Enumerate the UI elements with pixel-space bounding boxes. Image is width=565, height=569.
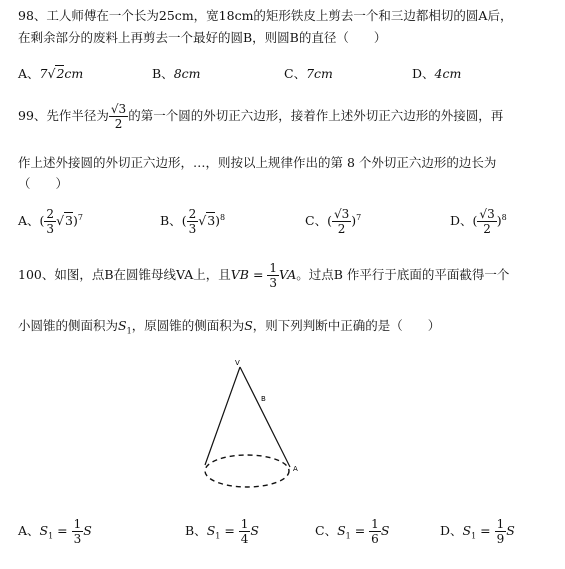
q100-s1: S — [118, 318, 127, 333]
q100-s1-sub: 1 — [126, 326, 132, 336]
option-letter: A、 — [18, 213, 40, 228]
q100-fraction — [267, 262, 279, 289]
fraction-numerator: 1 — [240, 517, 249, 531]
q98-option-d[interactable] — [412, 64, 461, 82]
fraction-denominator: 3 — [188, 222, 197, 236]
fraction-denominator: 4 — [240, 532, 249, 546]
option-letter: B、 — [185, 523, 207, 538]
q100-option-b[interactable]: B、$S_1$ = $\frac{1}{4}$ S — [185, 517, 259, 546]
q100-line-1 — [18, 262, 509, 289]
option-exponent: 8 — [501, 212, 507, 222]
option-exponent: 8 — [220, 212, 226, 222]
fraction-numerator: 2 — [188, 207, 197, 221]
option-coef: 7 — [39, 66, 48, 81]
q99-pre: 99、先作半径为 — [18, 108, 109, 123]
q99-radius-fraction — [109, 103, 128, 130]
q100-lhs: VB — [230, 267, 249, 282]
fraction-numerator: √3 — [333, 207, 350, 221]
fraction-denominator: 2 — [483, 222, 491, 236]
cone-right-edge — [240, 367, 290, 467]
option-letter: B、 — [160, 213, 182, 228]
apex-label-v: V — [235, 359, 240, 367]
fraction-denominator: 2 — [114, 117, 123, 131]
q98-line-1: 98、工人师傅在一个长为25cm，宽18cm的矩形铁皮上剪去一个和三边都相切的圆A后， — [18, 8, 513, 23]
option-letter: B、 — [152, 66, 174, 81]
point-label-a: A — [293, 465, 298, 473]
option-radicand: 2 — [56, 66, 65, 81]
option-value: 7cm — [306, 66, 333, 81]
q99-option-b[interactable]: B、( $\frac{2}{3}$ √3)$^8$ — [160, 207, 226, 236]
q99-option-a[interactable]: A、( $\frac{2}{3}$ √3)$^7$ — [18, 207, 83, 236]
point-label-b: B — [261, 395, 266, 403]
option-value: 8cm — [173, 66, 201, 81]
fraction-numerator: 1 — [269, 261, 278, 275]
fraction-numerator: √3 — [479, 207, 495, 221]
option-fraction — [495, 518, 507, 545]
q99-line-1 — [18, 103, 503, 130]
q98-option-c[interactable] — [284, 64, 333, 82]
q100-rhs: VA — [279, 267, 297, 282]
q98-option-b[interactable] — [152, 64, 201, 82]
fraction-denominator: 9 — [496, 532, 505, 546]
option-letter: D、 — [412, 66, 435, 81]
q99-option-c[interactable]: C、( $\frac{√3}{2}$ )$^7$ — [305, 207, 362, 236]
option-letter: D、 — [450, 213, 473, 228]
q100-option-a[interactable]: A、$S_1$ = $\frac{1}{3}$ S — [18, 517, 92, 546]
option-letter: D、 — [440, 523, 463, 538]
q100-pre: 100、如图，点B在圆锥母线VA上，且 — [18, 267, 231, 282]
q99-line-2: 作上述外接圆的外切正六边形，…，则按以上规律作出的第 8 个外切正六边形的边长为 — [18, 155, 497, 170]
option-fraction — [187, 208, 199, 235]
q99-line-3: （ ） — [18, 176, 69, 191]
option-fraction — [72, 518, 84, 545]
cone-figure — [195, 355, 315, 495]
option-value: 4cm — [434, 66, 462, 81]
fraction-denominator: 2 — [337, 222, 346, 236]
option-exponent: 7 — [77, 212, 83, 222]
fraction-numerator: 1 — [496, 517, 505, 531]
option-letter: C、 — [305, 213, 328, 228]
option-fraction — [369, 518, 381, 545]
option-radicand: 3 — [207, 213, 216, 228]
q98-line-2: 在剩余部分的废料上再剪去一个最好的圆B，则圆B的直径（ ） — [18, 30, 387, 45]
option-letter: C、 — [315, 523, 338, 538]
option-letter: A、 — [18, 66, 40, 81]
option-exponent: 7 — [356, 212, 362, 222]
fraction-numerator: 2 — [46, 207, 55, 221]
fraction-numerator: 1 — [73, 517, 82, 531]
option-fraction — [44, 208, 56, 235]
q100-line2-b: ，原圆锥的侧面积为 — [131, 318, 245, 333]
q100-line-2 — [18, 316, 440, 336]
option-fraction — [239, 518, 251, 545]
fraction-denominator: 3 — [46, 222, 55, 236]
q99-option-d[interactable]: D、( $\frac{√3}{2}$ )$^8$ — [450, 207, 507, 236]
fraction-denominator: 6 — [371, 532, 379, 546]
fraction-numerator: √3 — [110, 102, 127, 116]
q100-post: 。过点B 作平行于底面的平面截得一个 — [296, 267, 510, 282]
q100-option-d[interactable]: D、$S_1$ = $\frac{1}{9}$ S — [440, 517, 515, 546]
q99-post: 的第一个圆的外切正六边形，接着作上述外切正六边形的外接圆，再 — [128, 108, 504, 123]
fraction-denominator: 3 — [73, 532, 82, 546]
q98-option-a[interactable]: A、7√2cm — [18, 66, 84, 81]
fraction-denominator: 3 — [269, 276, 278, 290]
option-fraction — [332, 208, 351, 235]
q100-line2-a: 小圆锥的侧面积为 — [18, 318, 119, 333]
q100-eq: = — [248, 267, 268, 282]
option-letter: A、 — [18, 523, 40, 538]
option-unit: cm — [64, 66, 84, 81]
option-radicand: 3 — [65, 213, 73, 228]
option-letter: C、 — [284, 66, 307, 81]
cone-base-ellipse — [205, 455, 289, 487]
cone-left-edge — [205, 367, 240, 465]
q100-line2-c: ，则下列判断中正确的是（ ） — [252, 318, 441, 333]
q100-option-c[interactable]: C、$S_1$ = $\frac{1}{6}$ S — [315, 517, 390, 546]
option-fraction — [477, 208, 496, 235]
q100-s: S — [244, 318, 253, 333]
fraction-numerator: 1 — [371, 517, 379, 531]
